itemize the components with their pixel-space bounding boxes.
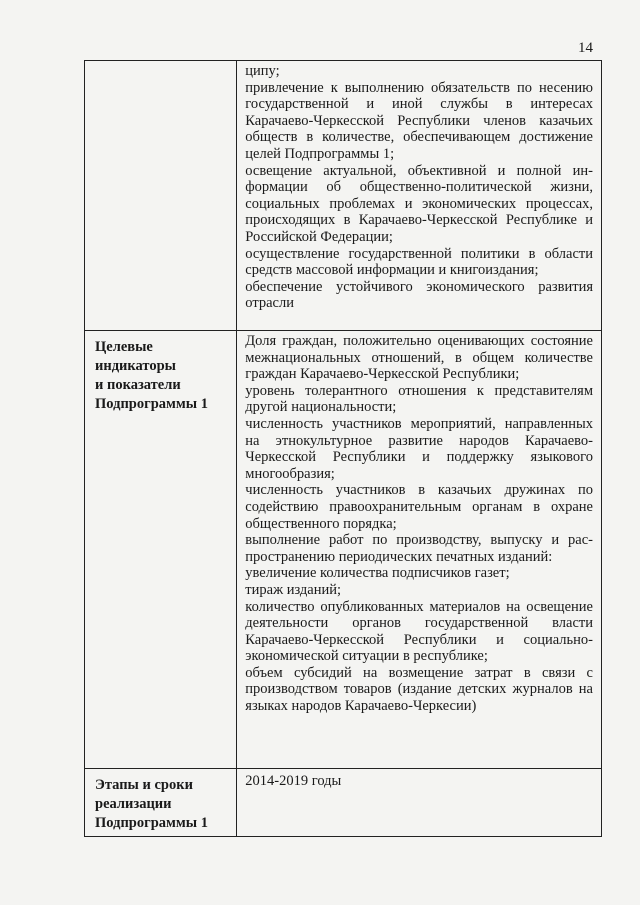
row-content-cell [237, 61, 602, 331]
paragraph: численность участников в казачьих дружинах по содействию правоохранительным органам в охране общественного порядка; [245, 482, 593, 532]
paragraph: ципу; [245, 63, 280, 79]
paragraph: количество опубликованных материалов на освещение деятельности органов государственной власти Карачаево-Черкесской Республики и социально-экономической ситуации в республике; [245, 598, 593, 665]
row-label-cell [85, 331, 237, 769]
paragraph: уровень толерантного отношения к представителям другой национальности; [245, 382, 593, 416]
row-label-line: реализации [95, 796, 172, 812]
row-label-line: Подпрограммы 1 [95, 815, 208, 831]
row-content-cell [237, 331, 602, 769]
paragraph: 2014-2019 годы [245, 773, 342, 789]
paragraph: осуществление государственной политики в области средств массовой информации и книгоиздания; [245, 245, 593, 279]
row-label-line: Этапы и сроки [95, 777, 193, 793]
table-row-stages [85, 769, 602, 837]
paragraph: Доля граждан, положительно оценивающих состояние межнациональных отношений, в общем количестве граждан Карачаево-Черкесской Республики; [245, 333, 593, 383]
row-label-cell [85, 61, 237, 331]
page-number: 14 [578, 40, 593, 56]
row-label-line: Подпрограммы 1 [95, 396, 208, 412]
paragraph: выполнение работ по производству, выпуску и распространению периодических печатных изданий: [245, 532, 593, 565]
paragraph: численность участников мероприятий, направленных на этнокультурное развитие народов Карачаево-Черкесской Республики и поддержку языкового многообразия; [245, 415, 593, 482]
paragraph: обеспечение устойчивого экономического развития отрасли [245, 278, 593, 312]
row-label-line: Целевые [95, 339, 153, 355]
table-row-goals [85, 61, 602, 331]
paragraph: привлечение к выполнению обязательств по несению государственной и иной службы в интересах Карачаево-Черкесской Республики членов казачьих обществ в количестве, обеспечивающем достижение целей Подпрограммы 1; [245, 79, 593, 162]
paragraph: тираж изданий; [245, 581, 342, 598]
row-label-line: и показатели [95, 377, 181, 393]
paragraph: объем субсидий на возмещение затрат в связи с производством товаров (издание детских журналов на языках народов Карачаево-Черкесии) [245, 664, 593, 715]
row-content-cell [237, 769, 602, 837]
row-label-line: индикаторы [95, 358, 176, 374]
paragraph: освещение актуальной, объективной и полной информации об общественно-политической жизни, социальных проблемах и экономических процессах, происходящих в Карачаево-Черкесской Республике и Российской Федерации; [245, 162, 593, 245]
program-passport-table [84, 60, 602, 837]
table-row-indicators [85, 331, 602, 769]
paragraph: увеличение количества подписчиков газет; [245, 565, 510, 582]
row-label-cell [85, 769, 237, 837]
